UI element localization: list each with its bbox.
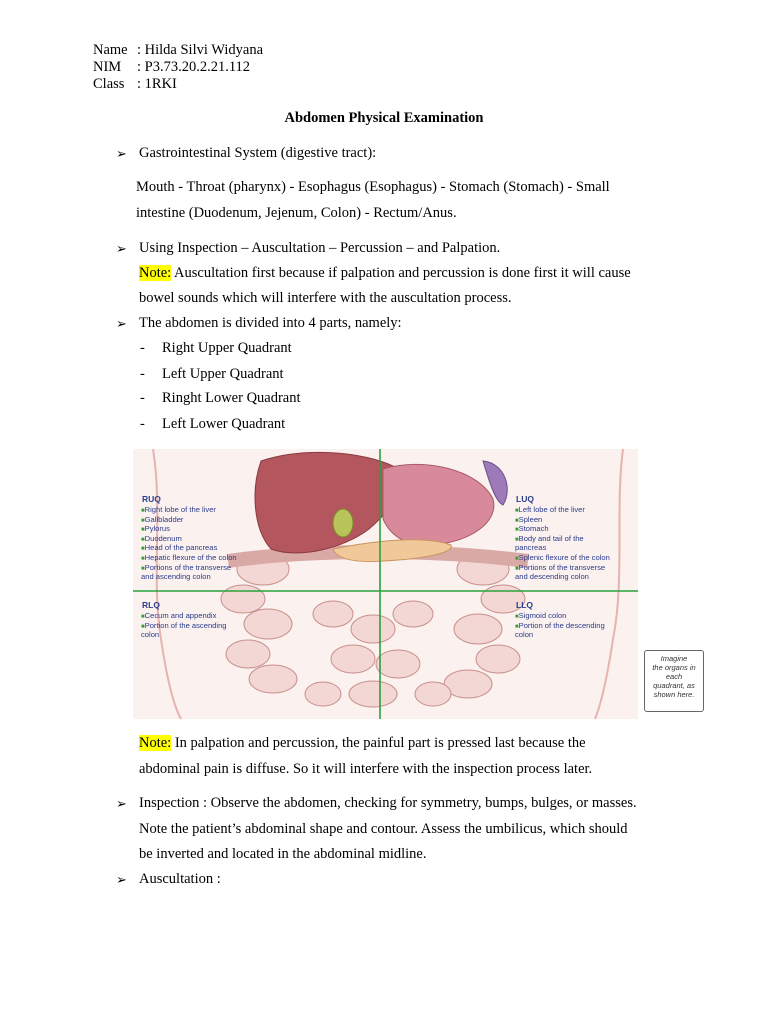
ruq-item: ■ Portions of the transverse	[141, 564, 237, 574]
divided-heading: The abdomen is divided into 4 parts, namely:	[139, 315, 402, 331]
rlq-item: ■ Cecum and appendix	[141, 612, 227, 622]
ruq-item: ■ Duodenum	[141, 535, 237, 545]
llq-item: ■ Portion of the descending	[515, 622, 605, 632]
llq-item: ■ Sigmoid colon	[515, 612, 605, 622]
abdomen-quadrant-figure	[133, 449, 696, 719]
ruq-item: ■ Gallbladder	[141, 516, 237, 526]
note1-line-1	[139, 265, 631, 282]
llq-item: colon	[515, 630, 534, 640]
quadrant-item: Left Upper Quadrant	[162, 366, 284, 382]
imagine-line: shown here.	[653, 690, 695, 699]
luq-item: ■ Spleen	[515, 516, 610, 526]
quadrant-item: Left Lower Quadrant	[162, 416, 286, 432]
note2-line-2: abdominal pain is diffuse. So it will interfere with the inspection process later.	[139, 761, 593, 777]
bullet-arrow-icon: ➢	[116, 316, 127, 331]
abdomen-illustration	[133, 449, 638, 719]
name-row	[93, 42, 263, 59]
inspection-line-3: be inverted and located in the abdominal midline.	[139, 846, 427, 862]
bullet-arrow-icon: ➢	[116, 872, 127, 887]
imagine-line: each	[665, 672, 683, 681]
luq-item: pancreas	[515, 543, 547, 553]
note-label-highlight: Note:	[139, 735, 172, 751]
note2-text: In palpation and percussion, the painful part is pressed last because the	[171, 735, 586, 751]
rlq-item: colon	[141, 630, 160, 640]
luq-item: ■ Portions of the transverse	[515, 564, 610, 574]
nim-value: : P3.73.20.2.21.112	[137, 59, 251, 75]
ruq-item: ■ Hepatic flexure of the colon	[141, 554, 237, 564]
gi-heading: Gastrointestinal System (digestive tract):	[139, 145, 377, 161]
nim-row	[93, 59, 250, 76]
ruq-item: and ascending colon	[141, 572, 211, 582]
inspection-line-1: Inspection : Observe the abdomen, checking for symmetry, bumps, bulges, or masses.	[139, 795, 637, 811]
ruq-item: ■ Head of the pancreas	[141, 544, 237, 554]
luq-organ-list	[515, 506, 610, 583]
class-value: : 1RKI	[137, 76, 177, 92]
quadrant-item: Right Upper Quadrant	[162, 340, 292, 356]
list-dash: -	[140, 340, 145, 356]
gi-line-2: intestine (Duodenum, Jejenum, Colon) - Rectum/Anus.	[136, 205, 457, 221]
imagine-note-box	[644, 650, 704, 712]
bullet-arrow-icon: ➢	[116, 796, 127, 811]
gi-line-1: Mouth - Throat (pharynx) - Esophagus (Esophagus) - Stomach (Stomach) - Small	[136, 179, 610, 195]
note1-text: Auscultation first because if palpation and percussion is done first it will cause	[171, 265, 631, 281]
ruq-item: ■ Pylorus	[141, 525, 237, 535]
imagine-line: the organs in	[652, 663, 696, 672]
imagine-line: quadrant, as	[653, 681, 695, 690]
luq-label: LUQ	[516, 494, 534, 504]
list-dash: -	[140, 366, 145, 382]
rlq-item: ■ Portion of the ascending	[141, 622, 227, 632]
using-heading: Using Inspection – Auscultation – Percussion – and Palpation.	[139, 240, 501, 256]
ruq-organ-list	[141, 506, 237, 583]
llq-organ-list	[515, 612, 605, 641]
name-value: : Hilda Silvi Widyana	[137, 42, 264, 58]
auscultation-heading: Auscultation :	[139, 871, 221, 887]
list-dash: -	[140, 416, 145, 432]
luq-item: ■ Left lobe of the liver	[515, 506, 610, 516]
bullet-arrow-icon: ➢	[116, 146, 127, 161]
quadrant-item: Ringht Lower Quadrant	[162, 390, 301, 406]
imagine-line: Imagine	[660, 654, 688, 663]
name-label: Name	[93, 42, 128, 58]
luq-item: and descending colon	[515, 572, 589, 582]
inspection-line-2: Note the patient’s abdominal shape and contour. Assess the umbilicus, which should	[139, 821, 628, 837]
note-label-highlight: Note:	[139, 265, 172, 281]
ruq-item: ■ Right lobe of the liver	[141, 506, 237, 516]
luq-item: ■ Body and tail of the	[515, 535, 610, 545]
list-dash: -	[140, 390, 145, 406]
nim-label: NIM	[93, 59, 122, 75]
page-title: Abdomen Physical Examination	[284, 110, 484, 126]
class-label: Class	[93, 76, 125, 92]
note1-line-2: bowel sounds which will interfere with the auscultation process.	[139, 290, 512, 306]
luq-item: ■ Stomach	[515, 525, 610, 535]
note2-line-1	[139, 735, 586, 752]
class-row	[93, 76, 177, 93]
luq-item: ■ Splenic flexure of the colon	[515, 554, 610, 564]
bullet-arrow-icon: ➢	[116, 241, 127, 256]
rlq-label: RLQ	[142, 600, 160, 610]
ruq-label: RUQ	[142, 494, 161, 504]
rlq-organ-list	[141, 612, 227, 641]
llq-label: LLQ	[516, 600, 533, 610]
